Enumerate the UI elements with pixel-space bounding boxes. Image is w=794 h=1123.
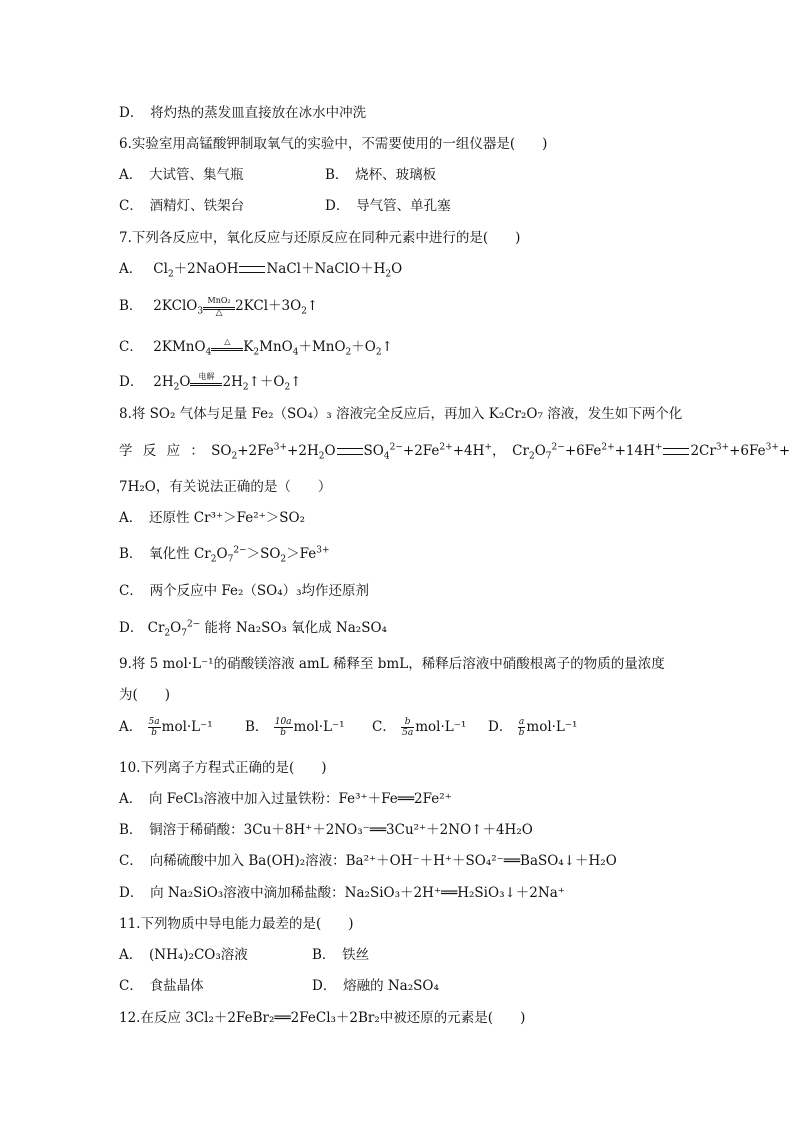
q8-stem-line-1: 8.将 SO₂ 气体与足量 Fe₂（SO₄）₃ 溶液完全反应后，再加入 K₂Cr₂O₇ 溶液，发生如下两个化 xyxy=(119,406,683,422)
q8-d-formula: $Cr_2O_7^{2-}$ xyxy=(147,619,201,639)
reaction-condition: MnO₂ △ xyxy=(203,298,235,316)
q10-option-a: A． 向 FeCl₃溶液中加入过量铁粉：Fe³⁺＋Fe══2Fe²⁺ xyxy=(119,791,452,807)
q10-option-c: C． 向稀硫酸中加入 Ba(OH)₂溶液：Ba²⁺＋OH⁻＋H⁺＋SO₄²⁻══BaSO₄↓＋H₂O xyxy=(119,853,617,869)
q8-equations: $SO_2+2Fe^{3+}+2H_2O$ $SO_4^{2-}+2Fe^{2+}+4H^+$， $Cr_2O_7^{2-}+6Fe^{2+}+14H^+$ $2Cr^{3+}+6Fe^{3+}+$ xyxy=(211,442,791,462)
q8-option-a: A． 还原性 Cr³⁺＞Fe²⁺＞SO₂ xyxy=(119,510,305,526)
q6-option-b: B． 烧杯、玻璃板 xyxy=(325,167,437,183)
q7-option-a xyxy=(119,260,402,278)
q7-option-d xyxy=(119,373,302,392)
q9-stem-line-2: 为( ) xyxy=(119,687,171,703)
q6-option-c: C． 酒精灯、铁架台 xyxy=(119,198,245,214)
reaction-condition: △ xyxy=(211,339,243,357)
q9-option-b: B． $\frac{10a}{b}$ mol·L⁻¹ xyxy=(245,717,345,738)
q8-option-d: D． $Cr_2O_7^{2-}$ 能将 Na₂SO₃ 氧化成 Na₂SO₄ xyxy=(119,619,387,639)
q7-option-b xyxy=(119,297,318,316)
q8-b-formula: $Cr_2O_7^{2-}>SO_2>Fe^{3+}$ xyxy=(193,545,330,565)
q11-stem: 11.下列物质中导电能力最差的是( ) xyxy=(119,916,354,932)
q6-option-d: D． 导气管、单孔塞 xyxy=(325,198,451,214)
q9-option-a: A． $\frac{5a}{b}$ mol·L⁻¹ xyxy=(119,717,213,738)
q8-option-c: C． 两个反应中 Fe₂（SO₄）₃均作还原剂 xyxy=(119,583,370,599)
q7-a-equation: $Cl_2+2NaOH$ $NaCl+NaClO+H_2O$ xyxy=(153,261,403,280)
q11-option-a: A． (NH₄)₂CO₃溶液 xyxy=(119,947,248,963)
q10-option-d: D． 向 Na₂SiO₃溶液中滴加稀盐酸：Na₂SiO₃＋2H⁺══H₂SiO₃↓＋2Na⁺ xyxy=(119,885,565,901)
option-label: D． xyxy=(119,374,144,390)
q12-stem: 12.在反应 3Cl₂＋2FeBr₂══2FeCl₃＋2Br₂中被还原的元素是( ) xyxy=(119,1010,526,1026)
option-label: A． xyxy=(119,261,143,277)
q7-c-equation: 2KMnO$_4$ △ $K_2MnO_4+MnO_2+O_2↑$ xyxy=(153,336,393,358)
option-label: B． xyxy=(119,298,143,314)
q5-option-d: D． 将灼热的蒸发皿直接放在冰水中冲洗 xyxy=(119,105,367,121)
q7-stem: 7.下列各反应中，氧化反应与还原反应在同种元素中进行的是( ) xyxy=(119,230,521,246)
q7-option-c xyxy=(119,338,393,357)
q6-option-a: A． 大试管、集气瓶 xyxy=(119,167,244,183)
q8-stem-line-3: 7H₂O，有关说法正确的是（ ） xyxy=(119,479,332,495)
q9-option-c: C． $\frac{b}{5a}$ mol·L⁻¹ xyxy=(372,717,467,738)
q8-stem-line-2: 学 反 应 ： $SO_2+2Fe^{3+}+2H_2O$ $SO_4^{2-}+2Fe^{2+}+4H^+$， $Cr_2O_7^{2-}+6Fe^{2+}+14H^+$ $2Cr^{3+}+6Fe^{3+}+$ xyxy=(119,442,791,462)
q11-option-b: B． 铁丝 xyxy=(312,947,370,963)
q6-stem: 6.实验室用高锰酸钾制取氧气的实验中，不需要使用的一组仪器是( ) xyxy=(119,136,548,152)
q10-option-b: B． 铜溶于稀硝酸：3Cu＋8H⁺＋2NO₃⁻══3Cu²⁺＋2NO↑＋4H₂O xyxy=(119,822,533,838)
q7-d-equation: $2H_2O$ 电解 $2H_2↑+O_2↑$ xyxy=(153,371,302,393)
q9-option-d: D． $\frac{a}{b}$ mol·L⁻¹ xyxy=(488,717,578,738)
reaction-condition: 电解 xyxy=(190,374,222,392)
q11-option-c: C． 食盐晶体 xyxy=(119,978,204,994)
q11-option-d: D． 熔融的 Na₂SO₄ xyxy=(312,978,439,994)
q10-stem: 10.下列离子方程式正确的是( ) xyxy=(119,760,327,776)
q8-option-b: B． 氧化性 $Cr_2O_7^{2-}>SO_2>Fe^{3+}$ xyxy=(119,545,330,565)
q9-stem-line-1: 9.将 5 mol·L⁻¹的硝酸镁溶液 amL 稀释至 bmL，稀释后溶液中硝酸根离子的物质的量浓度 xyxy=(119,656,665,672)
q7-b-equation: 2KClO$_3$ MnO₂ △ $2KCl+3O_2↑$ xyxy=(153,295,319,318)
option-label: C． xyxy=(119,339,143,355)
